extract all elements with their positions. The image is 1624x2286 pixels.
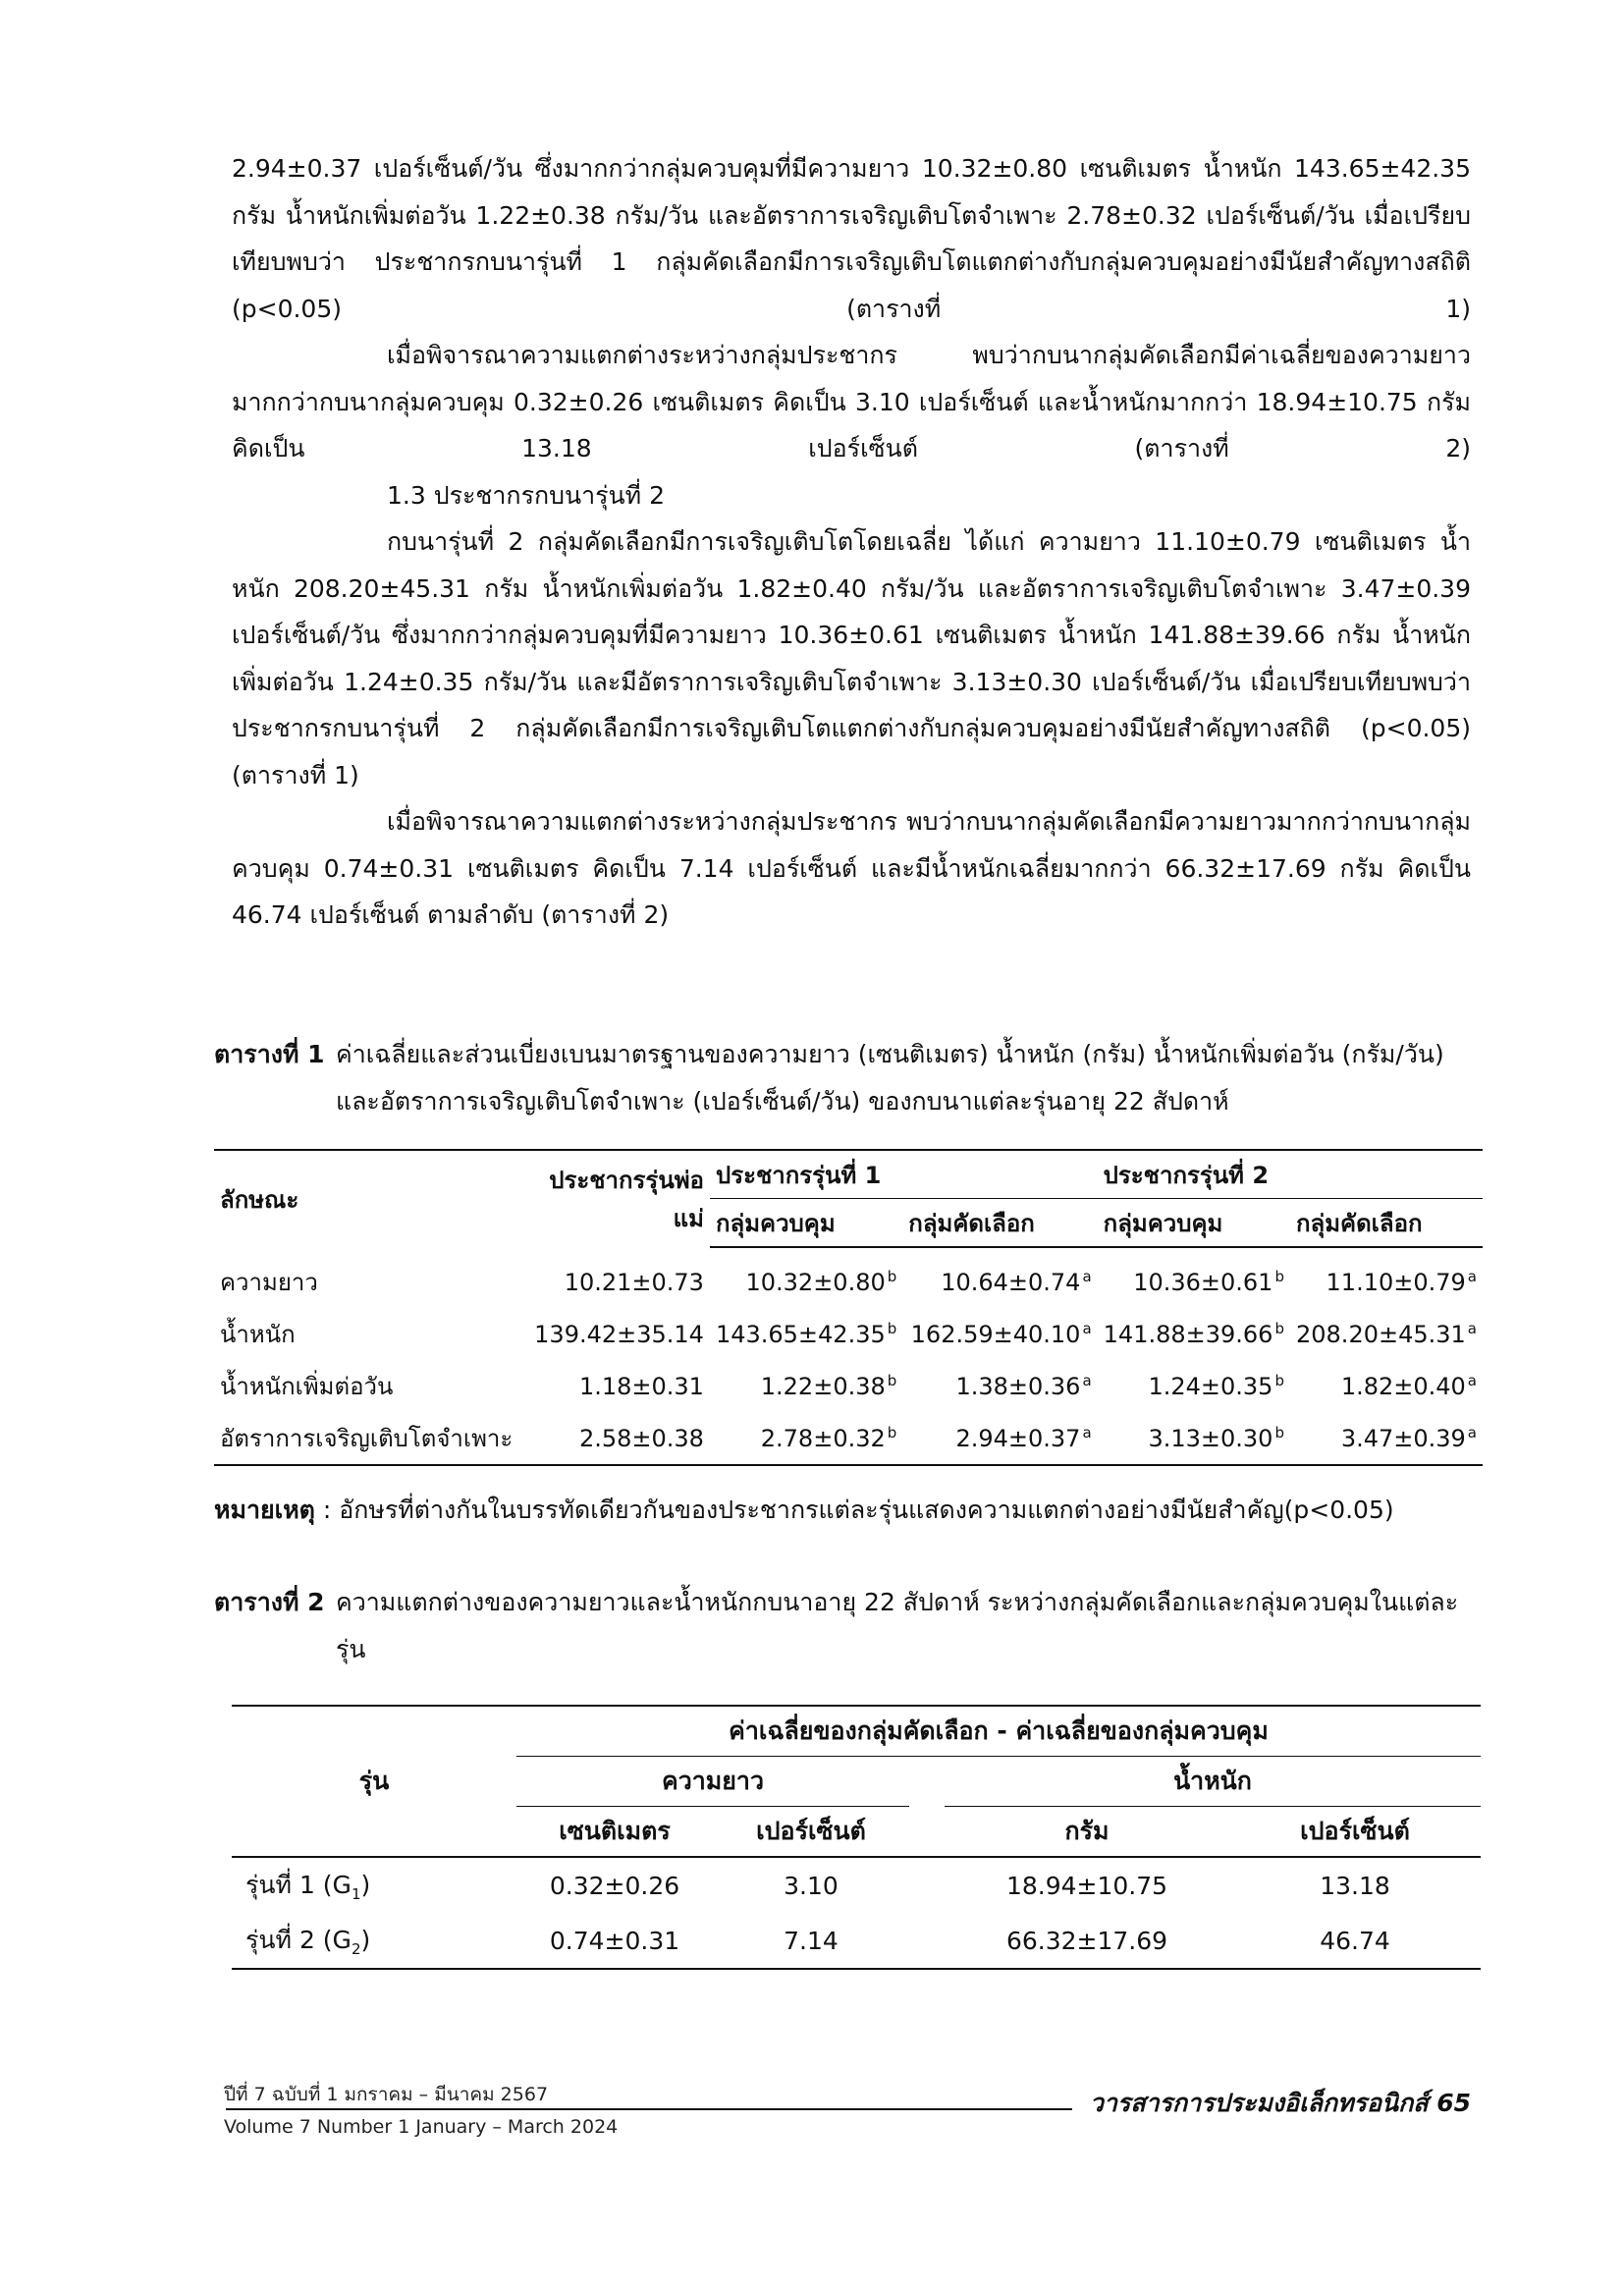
col-cm: เซนติเมตร [516,1807,713,1858]
table-row: น้ำหนักเพิ่มต่อวัน 1.18±0.31 1.22±0.38 $^b$ 1.38±0.36 $^a$ 1.24±0.35 $^b$ 1.82±0.40 $^a$ [220,1372,1477,1400]
col-generation: รุ่น [232,1706,516,1857]
col-group-1: ประชากรรุ่นที่ 1 [710,1150,1098,1199]
journal-name: วารสารการประมงอิเล็กทรอนิกส์ [1089,2089,1429,2117]
body-text [232,145,1471,939]
col-gram: กรัม [945,1807,1229,1858]
paragraph-1: 2.94±0.37 เปอร์เซ็นต์/วัน ซึ่งมากกว่ากลุ่มควบคุมที่มีความยาว 10.32±0.80 เซนติเมตร น้ำหนัก 143.65±42.35 กรัม น้ำหนักเพิ่มต่อวัน 1.22±0.38 กรัม/วัน และอัตราการเจริญเติบโตจำเพาะ 2.78±0.32 เปอร์เซ็นต์/วัน เมื่อเปรียบเทียบพบว่า ประชากรกบนารุ่นที่ 1 กลุ่มคัดเลือกมีการเจริญเติบโตแตกต่างกับกลุ่มควบคุมอย่างมีนัยสำคัญทางสถิติ (p<0.05) (ตารางที่ 1) [232,154,1471,323]
col-g2-control: กลุ่มควบคุม [1098,1199,1290,1248]
col-g2-selected: กลุ่มคัดเลือก [1290,1199,1483,1248]
col-length-percent: เปอร์เซ็นต์ [713,1807,909,1858]
paragraph-4: เมื่อพิจารณาความแตกต่างระหว่างกลุ่มประชากร พบว่ากบนากลุ่มคัดเลือกมีความยาวมากกว่ากบนากลุ่มควบคุม 0.74±0.31 เซนติเมตร คิดเป็น 7.14 เปอร์เซ็นต์ และมีน้ำหนักเฉลี่ยมากกว่า 66.32±17.69 กรัม คิดเป็น 46.74 เปอร์เซ็นต์ ตามลำดับ (ตารางที่ 2) [232,807,1471,929]
table-row: รุ่นที่ 2 $(G_2)$ 0.74±0.31 7.14 66.32±17.69 46.74 [232,1913,1481,1969]
footer-issue-english: Volume 7 Number 1 January – March 2024 [224,2116,619,2138]
col-weight-percent: เปอร์เซ็นต์ [1229,1807,1481,1858]
col-g1-control: กลุ่มควบคุม [710,1199,902,1248]
table-2 [232,1705,1481,1970]
table-row: ความยาว 10.21±0.73 10.32±0.80 $^b$ 10.64±0.74 $^a$ 10.36±0.61 $^b$ 11.10±0.79 $^a$ [220,1268,1477,1296]
table-row: รุ่นที่ 1 $(G_1)$ 0.32±0.26 3.10 18.94±10.75 13.18 [232,1857,1481,1913]
col-g1-selected: กลุ่มคัดเลือก [902,1199,1097,1248]
table1-note [214,1491,1481,1530]
col-group-2: ประชากรรุ่นที่ 2 [1098,1150,1483,1199]
col-weight: น้ำหนัก [945,1757,1481,1807]
table-1 [214,1149,1483,1466]
col-parent: ประชากรรุ่นพ่อแม่ [518,1150,710,1247]
table1-label: ตารางที่ 1 [214,1040,325,1068]
paragraph-2: เมื่อพิจารณาความแตกต่างระหว่างกลุ่มประชากร พบว่ากบนากลุ่มคัดเลือกมีค่าเฉลี่ยของความยาวมากกว่ากบนากลุ่มควบคุม 0.32±0.26 เซนติเมตร คิดเป็น 3.10 เปอร์เซ็นต์ และน้ำหนักมากกว่า 18.94±10.75 กรัม คิดเป็น 13.18 เปอร์เซ็นต์ (ตารางที่ 2) [232,341,1471,463]
page-number: 65 [1436,2089,1471,2117]
table-row: อัตราการเจริญเติบโตจำเพาะ 2.58±0.38 2.78±0.32 $^b$ 2.94±0.37 $^a$ 3.13±0.30 $^b$ 3.47±0.39 $^a$ [214,1412,1483,1465]
table2-caption-text: ความแตกต่างของความยาวและน้ำหนักกบนาอายุ 22 สัปดาห์ ระหว่างกลุ่มคัดเลือกและกลุ่มควบคุมในแต่ละรุ่น [336,1588,1459,1663]
table1-caption-text: ค่าเฉลี่ยและส่วนเบี่ยงเบนมาตรฐานของความยาว (เซนติเมตร) น้ำหนัก (กรัม) น้ำหนักเพิ่มต่อวัน (กรัม/วัน) และอัตราการเจริญเติบโตจำเพาะ (เปอร์เซ็นต์/วัน) ของกบนาแต่ละรุ่นอายุ 22 สัปดาห์ [336,1040,1444,1116]
note-label: หมายเหตุ [214,1496,315,1524]
footer-rule [226,2108,1072,2110]
table-row: น้ำหนัก 139.42±35.14 143.65±42.35 $^b$ 162.59±40.10 $^a$ 141.88±39.66 $^b$ 208.20±45.31 $^a$ [220,1320,1477,1348]
col-length: ความยาว [516,1757,909,1807]
footer-journal [1090,2084,1471,2123]
table2-label: ตารางที่ 2 [214,1588,325,1616]
note-text: : อักษรที่ต่างกันในบรรทัดเดียวกันของประชากรแต่ละรุ่นแสดงความแตกต่างอย่างมีนัยสำคัญ(p<0.05) [314,1496,1394,1524]
footer-issue-thai: ปีที่ 7 ฉบับที่ 1 มกราคม – มีนาคม 2567 [224,2084,549,2105]
table2-caption [214,1579,1471,1673]
col-difference-span: ค่าเฉลี่ยของกลุ่มคัดเลือก - ค่าเฉลี่ยของกลุ่มควบคุม [516,1706,1481,1757]
table1-caption [214,1031,1471,1125]
section-heading-1-3: 1.3 ประชากรกบนารุ่นที่ 2 [387,480,665,510]
col-trait: ลักษณะ [214,1150,518,1247]
paragraph-3: กบนารุ่นที่ 2 กลุ่มคัดเลือกมีการเจริญเติบโตโดยเฉลี่ย ได้แก่ ความยาว 11.10±0.79 เซนติเมตร น้ำหนัก 208.20±45.31 กรัม น้ำหนักเพิ่มต่อวัน 1.82±0.40 กรัม/วัน และอัตราการเจริญเติบโตจำเพาะ 3.47±0.39 เปอร์เซ็นต์/วัน ซึ่งมากกว่ากลุ่มควบคุมที่มีความยาว 10.36±0.61 เซนติเมตร น้ำหนัก 141.88±39.66 กรัม น้ำหนักเพิ่มต่อวัน 1.24±0.35 กรัม/วัน และมีอัตราการเจริญเติบโตจำเพาะ 3.13±0.30 เปอร์เซ็นต์/วัน เมื่อเปรียบเทียบพบว่า ประชากรกบนารุ่นที่ 2 กลุ่มคัดเลือกมีการเจริญเติบโตแตกต่างกับกลุ่มควบคุมอย่างมีนัยสำคัญทางสถิติ (p<0.05) (ตารางที่ 1) [232,527,1471,789]
